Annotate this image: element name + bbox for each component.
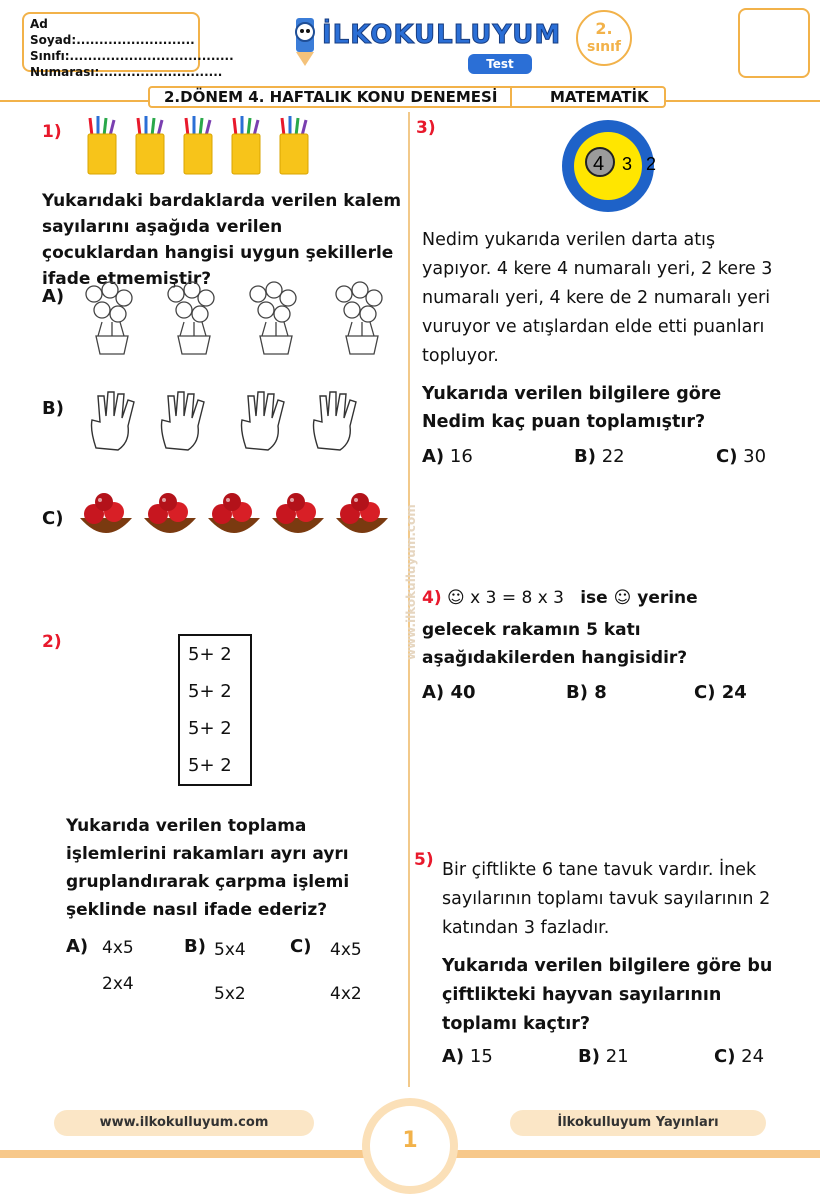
q4-option-c-value: 24 xyxy=(721,682,747,703)
q3-option-b-value: 22 xyxy=(601,446,625,467)
student-info-box xyxy=(22,12,234,79)
footer-publisher: İlkokulluyum Yayınları xyxy=(510,1110,766,1136)
q3-number: 3) xyxy=(416,118,436,138)
q3-option-a-value: 16 xyxy=(449,446,473,467)
q5-option-a[interactable] xyxy=(442,1046,493,1067)
name-field[interactable]: Ad Soyad:.......................... xyxy=(30,17,195,47)
sum-box xyxy=(178,634,252,786)
q2-option-c-label[interactable]: C) xyxy=(290,936,312,957)
sum-line: 5+ 2 xyxy=(188,681,232,702)
q5-option-a-label: A) xyxy=(442,1046,465,1067)
watermark: www.ilkokulluyum.com xyxy=(404,504,418,660)
title-separator xyxy=(510,88,512,106)
q4-option-a-value: 40 xyxy=(450,682,476,703)
hand-icon xyxy=(84,386,384,456)
footer-website[interactable]: www.ilkokulluyum.com xyxy=(54,1110,314,1136)
q3-question: Yukarıda verilen bilgilere göre Nedim kaç puan toplamıştır? xyxy=(422,384,722,432)
logo-badge: Test xyxy=(468,54,532,74)
page-title: 2.DÖNEM 4. HAFTALIK KONU DENEMESİ xyxy=(164,88,498,106)
target-label-2: 2 xyxy=(646,154,657,174)
number-field[interactable]: Numarası:........................... xyxy=(30,65,223,79)
q3-option-c[interactable] xyxy=(716,446,766,467)
grade-number: 2. xyxy=(595,19,613,38)
logo-text: İLKOKULLUYUM xyxy=(322,20,562,50)
q4-option-b[interactable] xyxy=(566,682,607,703)
q4-option-b-value: 8 xyxy=(594,682,607,703)
q2-option-b-label[interactable]: B) xyxy=(184,936,206,957)
title-bar xyxy=(148,86,666,108)
q5-option-c-value: 24 xyxy=(741,1046,765,1067)
q1-option-a-label[interactable]: A) xyxy=(42,286,65,307)
logo xyxy=(282,8,562,78)
q4-number: 4) xyxy=(422,588,442,608)
q4-equation: ☺ x 3 = 8 x 3 xyxy=(447,588,564,608)
q4-option-a-label: A) xyxy=(422,682,445,703)
grade-badge xyxy=(576,10,632,66)
q2-option-a-line1: 4x5 xyxy=(102,938,134,958)
q3-option-b[interactable] xyxy=(574,446,625,467)
q1-option-b-hands[interactable] xyxy=(84,386,384,456)
q2-option-a-line2: 2x4 xyxy=(102,974,134,994)
score-box xyxy=(738,8,810,78)
q3-text: Nedim yukarıda verilen darta atış yapıyor. 4 kere 4 numaralı yeri, 2 kere 3 numaralı yeri, 4 kere de 2 numaralı yeri vuruyor ve atışlardan elde etti puanları topluyor. xyxy=(422,230,773,366)
q5-option-a-value: 15 xyxy=(469,1046,493,1067)
dart-target xyxy=(550,118,670,218)
q5-option-b-label: B) xyxy=(578,1046,600,1067)
q4-option-b-label: B) xyxy=(566,682,588,703)
pencil-cups-icon xyxy=(84,114,324,178)
q2-text: Yukarıda verilen toplama işlemlerini rakamları ayrı ayrı gruplandırarak çarpma işlemi şeklinde nasıl ifade ederiz? xyxy=(66,816,350,920)
subject-label: MATEMATİK xyxy=(550,88,649,106)
q2-option-b-line1: 5x4 xyxy=(214,940,246,960)
q2-option-c-line1: 4x5 xyxy=(330,940,362,960)
q4-text-rest: gelecek rakamın 5 katı aşağıdakilerden hangisidir? xyxy=(422,620,688,668)
q1-number: 1) xyxy=(42,122,62,142)
q2-option-b-line2: 5x2 xyxy=(214,984,246,1004)
page-number: 1 xyxy=(362,1098,458,1194)
q3-option-c-value: 30 xyxy=(743,446,767,467)
sum-line: 5+ 2 xyxy=(188,718,232,739)
q5-number: 5) xyxy=(414,850,434,870)
q5-question: Yukarıda verilen bilgilere göre bu çiftlikteki hayvan sayılarının toplamı kaçtır? xyxy=(442,956,773,1034)
q2-option-a-label[interactable]: A) xyxy=(66,936,89,957)
q5-option-b[interactable] xyxy=(578,1046,629,1067)
q3-option-a-label: A) xyxy=(422,446,445,467)
apple-bowl-icon xyxy=(78,488,398,544)
q5-option-c[interactable] xyxy=(714,1046,764,1067)
q3-option-b-label: B) xyxy=(574,446,596,467)
q2-option-c-line2: 4x2 xyxy=(330,984,362,1004)
q1-option-b-label[interactable]: B) xyxy=(42,398,64,419)
q4-text-inline: ise ☺ yerine xyxy=(580,588,698,608)
q3-option-c-label: C) xyxy=(716,446,738,467)
q4-option-a[interactable] xyxy=(422,682,476,703)
q1-option-c-apples[interactable] xyxy=(78,488,398,544)
flower-pot-icon xyxy=(72,278,402,358)
q1-text: Yukarıdaki bardaklarda verilen kalem sayılarını aşağıda verilen çocuklardan hangisi uygun şekillerle ifade etmemiştir? xyxy=(42,191,402,289)
sum-line: 5+ 2 xyxy=(188,644,232,665)
q2-number: 2) xyxy=(42,632,62,652)
q1-option-c-label[interactable]: C) xyxy=(42,508,64,529)
target-label-4: 4 xyxy=(593,153,605,175)
q1-option-a-flowers[interactable] xyxy=(72,278,402,358)
q5-option-b-value: 21 xyxy=(605,1046,629,1067)
q1-cups xyxy=(84,114,324,178)
q5-text: Bir çiftlikte 6 tane tavuk vardır. İnek sayılarının toplamı tavuk sayılarının 2 katından 3 fazladır. xyxy=(442,860,771,938)
target-label-3: 3 xyxy=(622,154,633,174)
sum-line: 5+ 2 xyxy=(188,755,232,776)
q4-option-c-label: C) xyxy=(694,682,716,703)
q5-option-c-label: C) xyxy=(714,1046,736,1067)
grade-word: sınıf xyxy=(587,39,621,55)
q4-option-c[interactable] xyxy=(694,682,747,703)
q3-option-a[interactable] xyxy=(422,446,473,467)
q4-first-line xyxy=(422,588,698,608)
class-field[interactable]: Sınıfı:.................................... xyxy=(30,49,234,63)
